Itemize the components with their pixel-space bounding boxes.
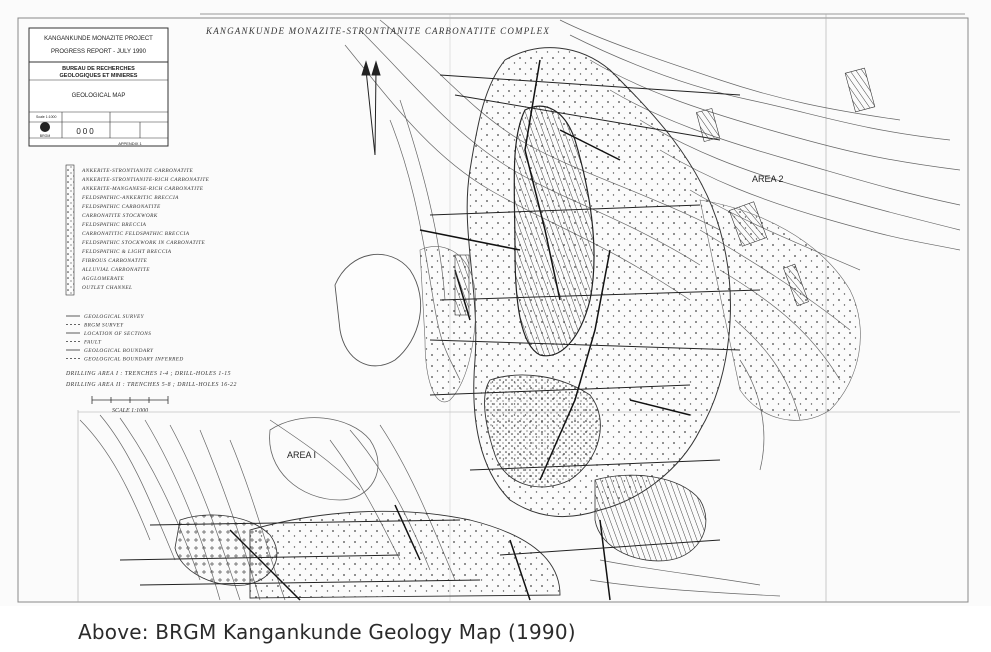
title-block-bureau-2: GEOLOGIQUES ET MINIERES bbox=[59, 73, 138, 79]
legend-entry: FIBROUS CARBONATITE bbox=[82, 258, 148, 264]
pond-outline bbox=[335, 254, 421, 366]
legend-symbol-entry: FAULT bbox=[84, 339, 102, 346]
title-block bbox=[29, 28, 168, 146]
legend-entry: AGGLOMERATE bbox=[82, 276, 125, 282]
title-block-appendix: APPENDIX 1 bbox=[118, 141, 142, 146]
legend-drilling-entry: DRILLING AREA I : TRENCHES 1-4 ; DRILL-HOLES 1-15 bbox=[66, 371, 232, 377]
legend-entry: ANKERITE-MANGANESE-RICH CARBONATITE bbox=[82, 186, 204, 192]
legend-entry: FELDSPATHIC & LIGHT BRECCIA bbox=[82, 249, 172, 255]
legend-symbol-entry: GEOLOGICAL SURVEY bbox=[84, 314, 145, 320]
legend-entry: ALLUVIAL CARBONATITE bbox=[82, 267, 150, 273]
title-block-scale: Scale 1:1000 bbox=[36, 115, 57, 119]
area-1-label: AREA I bbox=[287, 450, 317, 460]
legend-symbol-entry: BRGM SURVEY bbox=[84, 322, 124, 329]
legend-symbol-entry: GEOLOGICAL BOUNDARY INFERRED bbox=[84, 356, 184, 363]
legend-entry: FELDSPATHIC-ANKERITIC BRECCIA bbox=[82, 195, 179, 201]
legend-drilling-entry: DRILLING AREA II : TRENCHES 5-8 ; DRILL-HOLES 16-22 bbox=[66, 382, 237, 388]
title-block-report: PROGRESS REPORT - JULY 1990 bbox=[51, 49, 146, 55]
north-arrow bbox=[362, 62, 380, 155]
scale-bar bbox=[92, 396, 168, 404]
stockwork-zone bbox=[595, 475, 706, 561]
legend-symbol-entry: LOCATION OF SECTIONS bbox=[84, 331, 152, 337]
brgm-logo-text: BRGM bbox=[39, 134, 51, 138]
area-2-label: AREA 2 bbox=[752, 174, 784, 184]
feldspathic-zone-lower bbox=[250, 511, 560, 598]
legend-entry: ANKERITE-STRONTIANITE-RICH CARBONATITE bbox=[82, 177, 210, 183]
image-caption: Above: BRGM Kangankunde Geology Map (1990) bbox=[78, 620, 576, 644]
scale-bar-text: SCALE 1:1000 bbox=[112, 408, 149, 414]
legend-symbol-entry: GEOLOGICAL BOUNDARY bbox=[84, 348, 154, 354]
legend-entry: FELDSPATHIC STOCKWORK IN CARBONATITE bbox=[82, 240, 206, 246]
legend-entry: FELDSPATHIC BRECCIA bbox=[82, 222, 147, 228]
legend-entry: ANKERITE-STRONTIANITE CARBONATITE bbox=[82, 168, 194, 174]
breccia-zone-lower bbox=[175, 515, 277, 585]
legend-column bbox=[66, 165, 74, 295]
title-block-project: KANGANKUNDE MONAZITE PROJECT bbox=[44, 36, 153, 42]
map-header-title: KANGANKUNDE MONAZITE-STRONTIANITE CARBONATITE COMPLEX bbox=[206, 26, 551, 36]
title-block-number: 000 bbox=[76, 127, 96, 136]
dotted-area-right bbox=[700, 200, 860, 420]
brgm-logo-icon bbox=[40, 122, 50, 132]
legend-entry: CARBONATITIC FELDSPATHIC BRECCIA bbox=[82, 231, 190, 237]
legend-entry: FELDSPATHIC CARBONATITE bbox=[82, 204, 161, 210]
legend-entry: OUTLET CHANNEL bbox=[82, 285, 133, 291]
legend bbox=[65, 165, 237, 414]
title-block-bureau-1: BUREAU DE RECHERCHES bbox=[62, 66, 135, 72]
legend-entry: CARBONATITE STOCKWORK bbox=[82, 213, 158, 219]
title-block-map-title: GEOLOGICAL MAP bbox=[71, 93, 126, 99]
